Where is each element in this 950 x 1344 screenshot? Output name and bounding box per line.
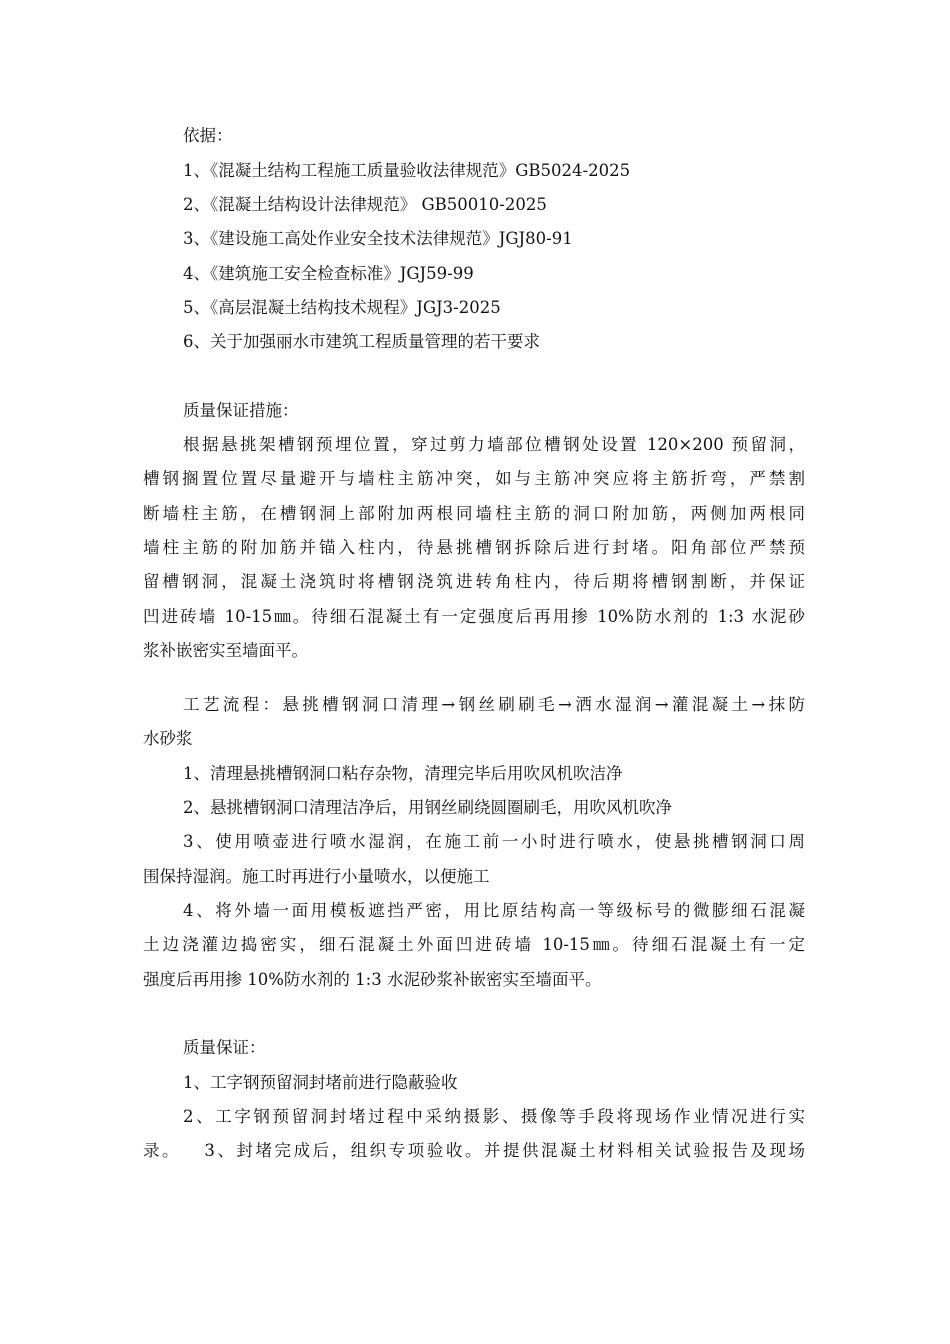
basis-item-3: 3、《建设施工高处作业安全技术法律规范》JGJ80-91 [183, 229, 573, 248]
basis-item-5: 5、《高层混凝土结构技术规程》JGJ3-2025 [183, 298, 501, 317]
assurance-heading: 质量保证： [183, 1038, 266, 1057]
basis-heading: 依据： [183, 126, 233, 145]
basis-item-6: 6、关于加强丽水市建筑工程质量管理的若干要求 [183, 332, 540, 351]
measures-para-line: 凹进砖墙 10-15㎜。待细石混凝土有一定强度后再用掺 10%防水剂的 1:3 水泥砂 [143, 607, 805, 626]
process-step-4-line: 强度后再用掺 10%防水剂的 1:3 水泥砂浆补嵌密实至墙面平。 [143, 970, 602, 989]
assurance-item-2-line: 录。 3、封堵完成后，组织专项验收。并提供混凝土材料相关试验报告及现场 [143, 1141, 805, 1160]
basis-item-2: 2、《混凝土结构设计法律规范》 GB50010-2025 [183, 195, 547, 214]
measures-para-line: 槽钢搁置位置尽量避开与墙柱主筋冲突，如与主筋冲突应将主筋折弯，严禁割 [143, 469, 805, 488]
process-step-4-line: 4、将外墙一面用模板遮挡严密，用比原结构高一等级标号的微膨细石混凝 [183, 901, 805, 920]
process-step-3-line: 围保持湿润。施工时再进行小量喷水，以便施工 [143, 867, 490, 886]
basis-item-1: 1、《混凝土结构工程施工质量验收法律规范》GB5024-2025 [183, 161, 631, 180]
basis-item-4: 4、《建筑施工安全检查标准》JGJ59-99 [183, 264, 474, 283]
process-step-3-line: 3、使用喷壶进行喷水湿润，在施工前一小时进行喷水，使悬挑槽钢洞口周 [183, 832, 805, 851]
process-flow-line: 水砂浆 [143, 729, 193, 748]
assurance-item-1: 1、工字钢预留洞封堵前进行隐蔽验收 [183, 1073, 458, 1092]
measures-para-line: 浆补嵌密实至墙面平。 [143, 641, 308, 660]
measures-heading: 质量保证措施： [183, 401, 299, 420]
measures-para-line: 留槽钢洞，混凝土浇筑时将槽钢浇筑进转角柱内，待后期将槽钢割断，并保证 [143, 572, 805, 591]
process-flow-line: 工艺流程：悬挑槽钢洞口清理→钢丝刷刷毛→洒水湿润→灌混凝土→抹防 [183, 695, 805, 714]
process-step-2: 2、悬挑槽钢洞口清理洁净后，用钢丝刷绕圆圈刷毛，用吹风机吹净 [183, 798, 672, 817]
process-step-1: 1、清理悬挑槽钢洞口粘存杂物，清理完毕后用吹风机吹洁净 [183, 764, 623, 783]
assurance-item-2-line: 2、工字钢预留洞封堵过程中采纳摄影、摄像等手段将现场作业情况进行实 [183, 1107, 805, 1126]
measures-para-line: 断墙柱主筋，在槽钢洞上部附加两根同墙柱主筋的洞口附加筋，两侧加两根同 [143, 504, 805, 523]
measures-para-line: 墙柱主筋的附加筋并锚入柱内，待悬挑槽钢拆除后进行封堵。阳角部位严禁预 [143, 538, 805, 557]
process-step-4-line: 土边浇灌边捣密实，细石混凝土外面凹进砖墙 10-15㎜。待细石混凝土有一定 [143, 935, 805, 954]
measures-para-line: 根据悬挑架槽钢预埋位置，穿过剪力墙部位槽钢处设置 120×200 预留洞， [183, 435, 805, 454]
